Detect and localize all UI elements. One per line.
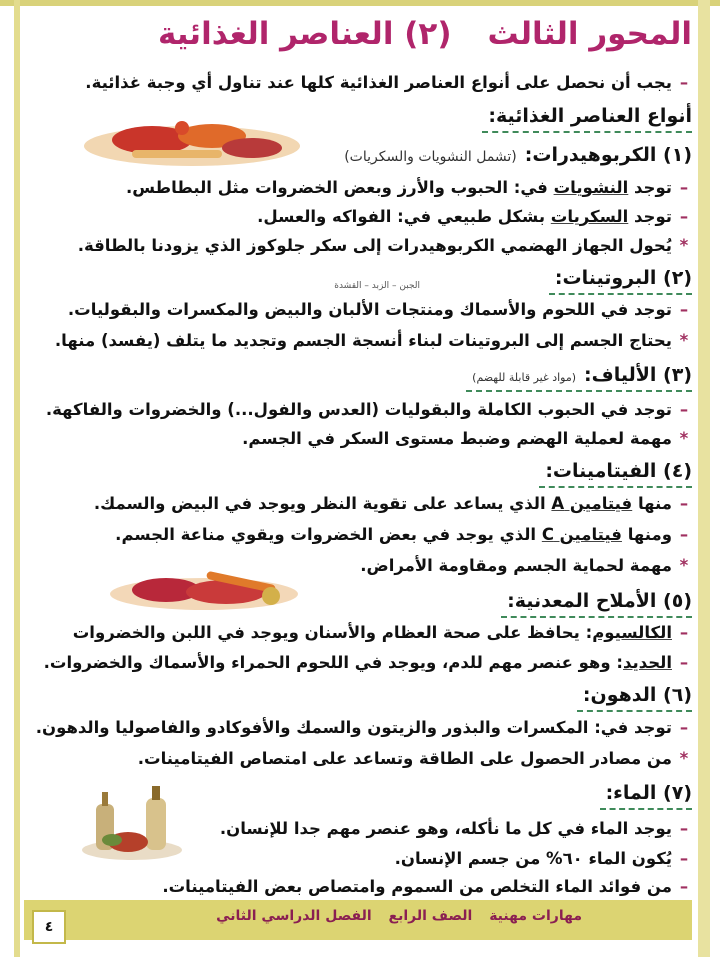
- water-line-1: –يوجد الماء في كل ما نأكله، وهو عنصر مهم جدا للإنسان.: [219, 819, 689, 838]
- types-heading: أنواع العناصر الغذائية:: [482, 101, 692, 133]
- water-bottles-illustration: [76, 784, 188, 868]
- fiber-line-1: –توجد في الحبوب الكاملة والبقوليات (العدس والفول...) والخضروات والفاكهة.: [45, 400, 689, 419]
- title-part-1: المحور الثالث: [487, 16, 692, 52]
- footer-subject: مهارات مهنية: [489, 908, 582, 924]
- fiber-note: (مواد غير قابلة للهضم): [472, 371, 577, 384]
- title-part-2: (٢) العناصر الغذائية: [157, 16, 452, 52]
- vitamins-heading: (٤) الفيتامينات:: [539, 456, 692, 488]
- food-illustration-top: [72, 106, 304, 174]
- proteins-line-1: –توجد في اللحوم والأسماك ومنتجات الألبان والبيض والمكسرات والبقوليات.: [67, 300, 689, 319]
- carbs-line-1: –توجد النشويات في: الحبوب والأرز وبعض الخضروات مثل البطاطس.: [125, 178, 689, 197]
- footer-grade: الصف الرابع: [388, 908, 473, 924]
- page-number: ٤: [32, 910, 66, 944]
- footer-term: الفصل الدراسي الثاني: [216, 908, 372, 924]
- fiber-heading: (٣) الألياف:(مواد غير قابلة للهضم): [466, 360, 692, 392]
- fats-line-1: –توجد في: المكسرات والبذور والزيتون والسمك والأفوكادو والفاصوليا والدهون.: [35, 718, 689, 737]
- proteins-line-2: *يحتاج الجسم إلى البروتينات لبناء أنسجة الجسم وتجديد ما يتلف (يفسد) منها.: [54, 331, 689, 350]
- vitamins-line-2: –ومنها فيتامين C الذي يوجد في بعض الخضروات ويقوي مناعة الجسم.: [115, 525, 689, 544]
- vitamins-line-1: –منها فيتامين A الذي يساعد على تقوية النظر ويوجد في البيض والسمك.: [93, 494, 689, 513]
- proteins-heading: (٢) البروتينات:: [549, 263, 692, 295]
- intro-line: –يجب أن نحصل على أنواع العناصر الغذائية كلها عند تناول أي وجبة غذائية.: [85, 73, 689, 92]
- fats-line-2: *من مصادر الحصول على الطاقة وتساعد على امتصاص الفيتامينات.: [137, 749, 689, 768]
- footer-text: [204, 904, 582, 928]
- water-line-2: –يُكون الماء ٦٠% من جسم الإنسان.: [394, 849, 689, 868]
- water-line-3: –من فوائد الماء التخلص من السموم وامتصاص بعض الفيتامينات.: [162, 877, 689, 896]
- minerals-line-1: –الكالسيوم: يحافظ على صحة العظام والأسنان ويوجد في اللبن والخضروات: [72, 623, 689, 642]
- footer-band: [24, 900, 692, 940]
- right-margin-bar: [698, 0, 710, 957]
- vitamins-line-3: *مهمة لحماية الجسم ومقاومة الأمراض.: [360, 556, 689, 575]
- left-margin-bar: [14, 0, 20, 957]
- minerals-line-2: –الحديد: وهو عنصر مهم للدم، ويوجد في اللحوم الحمراء والأسماك والخضروات.: [43, 653, 689, 672]
- handwritten-note: الجبن – الزبد – القشدة: [334, 281, 420, 291]
- page-content: [24, 0, 692, 957]
- fiber-line-2: *مهمة لعملية الهضم وضبط مستوى السكر في الجسم.: [242, 429, 689, 448]
- page-title: [24, 16, 692, 60]
- carbs-line-3: *يُحول الجهاز الهضمي الكربوهيدرات إلى سكر جلوكوز الذي يزودنا بالطاقة.: [77, 236, 689, 255]
- carbs-line-2: –توجد السكريات بشكل طبيعي في: الفواكه والعسل.: [257, 207, 689, 226]
- carbs-note: (تشمل النشويات والسكريات): [344, 149, 517, 165]
- minerals-heading: (٥) الأملاح المعدنية:: [501, 586, 692, 618]
- carbs-heading: (١) الكربوهيدرات:(تشمل النشويات والسكريات): [344, 144, 692, 166]
- water-heading: (٧) الماء:: [600, 778, 692, 810]
- food-illustration-middle: [106, 566, 302, 620]
- fats-heading: (٦) الدهون:: [577, 680, 692, 712]
